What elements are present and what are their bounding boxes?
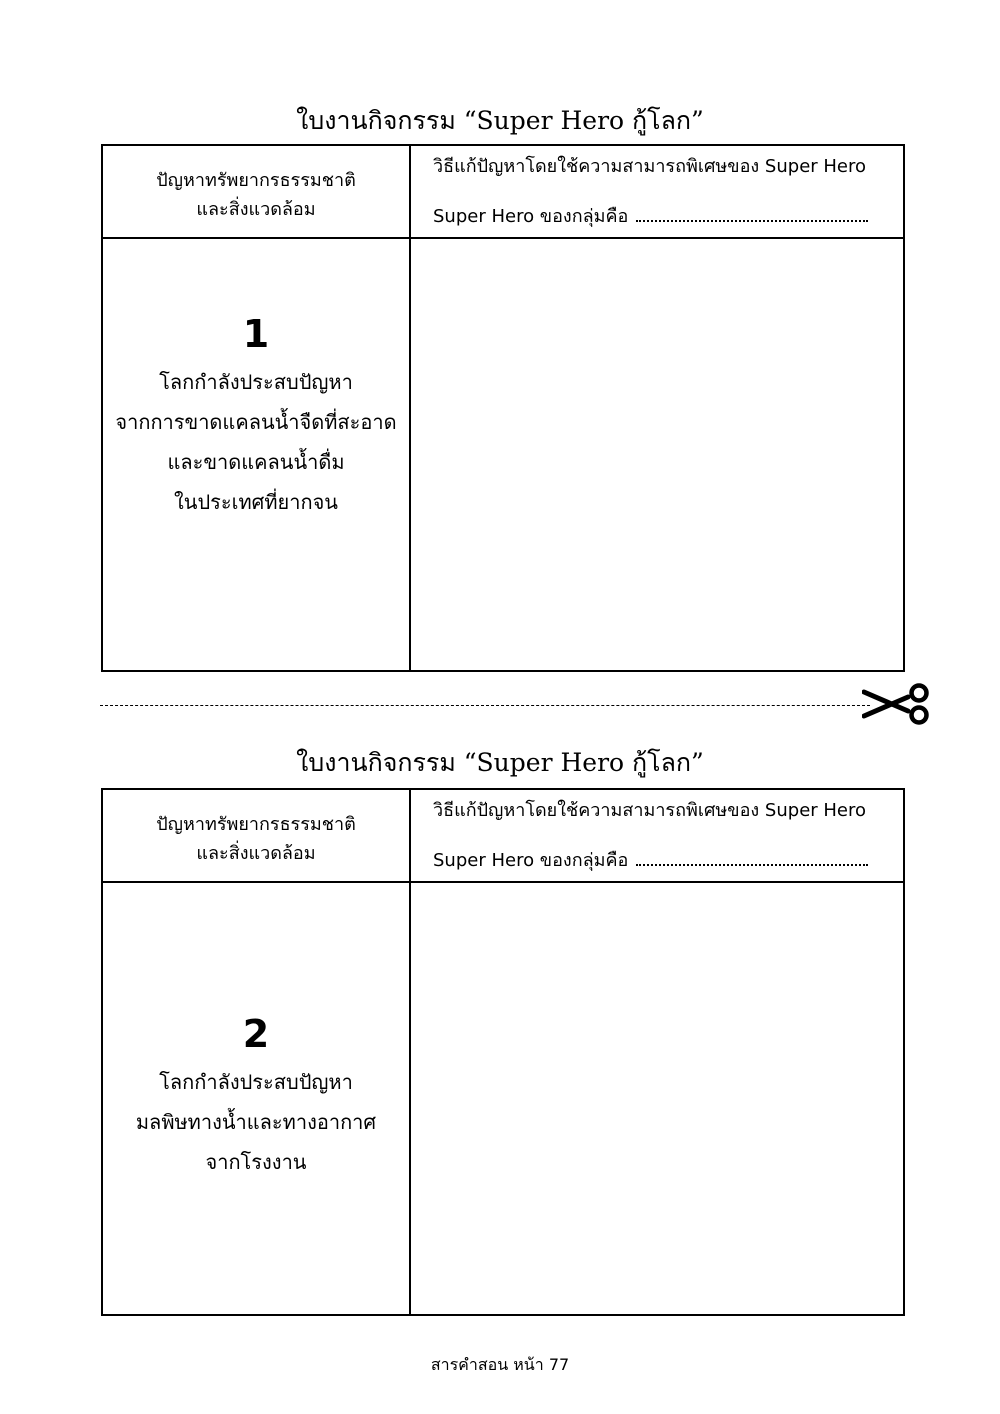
solution-header-text: วิธีแก้ปัญหาโดยใช้ความสามารถพิเศษของ Super Hero — [433, 800, 867, 821]
header-divider — [103, 237, 903, 239]
solution-column-header — [433, 154, 903, 230]
problem-line: ในประเทศที่ยากจน — [174, 490, 338, 514]
header-divider — [103, 881, 903, 883]
worksheet-table-2 — [101, 788, 905, 1316]
problem-number: 2 — [242, 1012, 270, 1056]
group-hero-label: Super Hero ของกลุ่มคือ — [433, 850, 629, 871]
problem-line: มลพิษทางน้ำและทางอากาศ — [135, 1110, 377, 1134]
worksheet-title-2: ใบงานกิจกรรม “Super Hero กู้โลก” — [296, 748, 704, 777]
problem-header-line: ปัญหาทรัพยากรธรรมชาติ — [156, 814, 356, 835]
problem-description-2 — [103, 1012, 409, 1182]
problem-column-header — [103, 166, 409, 224]
group-hero-blank[interactable] — [636, 210, 868, 222]
problem-line: และขาดแคลนน้ำดื่ม — [167, 450, 345, 474]
group-hero-blank[interactable] — [636, 854, 868, 866]
problem-header-line: และสิ่งแวดล้อม — [196, 199, 316, 220]
problem-column-header — [103, 810, 409, 868]
page-footer: สารคำสอน หน้า 77 — [430, 1355, 570, 1374]
cut-line — [100, 705, 870, 706]
worksheet-table-1 — [101, 144, 905, 672]
problem-header-line: ปัญหาทรัพยากรธรรมชาติ — [156, 170, 356, 191]
group-hero-label: Super Hero ของกลุ่มคือ — [433, 206, 629, 227]
problem-line: จากโรงงาน — [205, 1150, 307, 1174]
scissors-icon — [862, 683, 934, 725]
column-divider — [409, 146, 411, 670]
column-divider — [409, 790, 411, 1314]
problem-description-1 — [103, 312, 409, 522]
problem-header-line: และสิ่งแวดล้อม — [196, 843, 316, 864]
problem-line: โลกกำลังประสบปัญหา — [159, 370, 353, 394]
problem-line: โลกกำลังประสบปัญหา — [159, 1070, 353, 1094]
solution-header-text: วิธีแก้ปัญหาโดยใช้ความสามารถพิเศษของ Super Hero — [433, 156, 867, 177]
problem-number: 1 — [242, 312, 270, 356]
group-hero-line — [433, 848, 903, 874]
problem-line: จากการขาดแคลนน้ำจืดที่สะอาด — [115, 410, 397, 434]
group-hero-line — [433, 204, 903, 230]
worksheet-title-1: ใบงานกิจกรรม “Super Hero กู้โลก” — [296, 106, 704, 135]
solution-column-header — [433, 798, 903, 874]
